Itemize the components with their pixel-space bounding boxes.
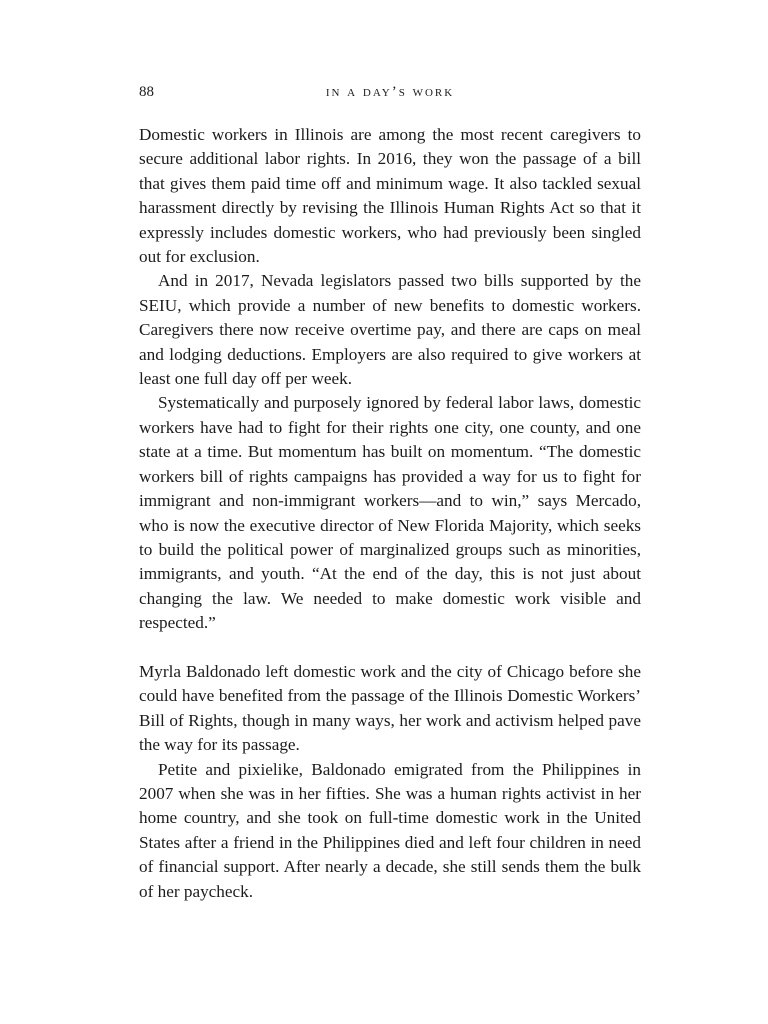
paragraph-momentum: Systematically and purposely ignored by federal labor laws, domestic workers have had to fight for their rights one city, one county, and one state at a time. But momentum has built on momentum. “The domestic workers bill of rights campaigns has provided a way for us to fight for immigrant and non-immigrant workers—and to win,” says Mercado, who is now the executive director of New Florida Majority, which seeks to build the political power of marginalized groups such as minorities, immigrants, and youth. “At the end of the day, this is not just about changing the law. We needed to make domestic work visible and respected.”	[139, 393, 641, 633]
page-number: 88	[139, 84, 154, 100]
paragraph-baldonado-intro: Myrla Baldonado left domestic work and the city of Chicago before she could have benefited from the passage of the Illinois Domestic Workers’ Bill of Rights, though in many ways, her work and activism helped pave the way for its passage.	[139, 661, 641, 755]
section-break	[139, 636, 641, 660]
running-head	[139, 82, 641, 102]
body-text	[139, 123, 641, 904]
book-page	[139, 82, 641, 904]
paragraph-nevada: And in 2017, Nevada legislators passed two bills supported by the SEIU, which provide a number of new benefits to domestic workers. Caregivers there now receive overtime pay, and there are caps on meal and lodging deductions. Employers are also required to give workers at least one full day off per week.	[139, 271, 641, 389]
running-title: in a day’s work	[325, 84, 455, 100]
paragraph-baldonado-background: Petite and pixielike, Baldonado emigrated from the Philippines in 2007 when she was in her fifties. She was a human rights activist in her home country, and she took on full-time domestic work in the United States after a friend in the Philippines died and left four children in need of financial support. After nearly a decade, she still sends them the bulk of her paycheck.	[139, 759, 641, 901]
paragraph-illinois: Domestic workers in Illinois are among the most recent caregivers to secure additional labor rights. In 2016, they won the passage of a bill that gives them paid time off and minimum wage. It also tackled sexual harassment directly by revising the Illinois Human Rights Act so that it expressly includes domestic workers, who had previously been singled out for exclusion.	[139, 125, 641, 267]
